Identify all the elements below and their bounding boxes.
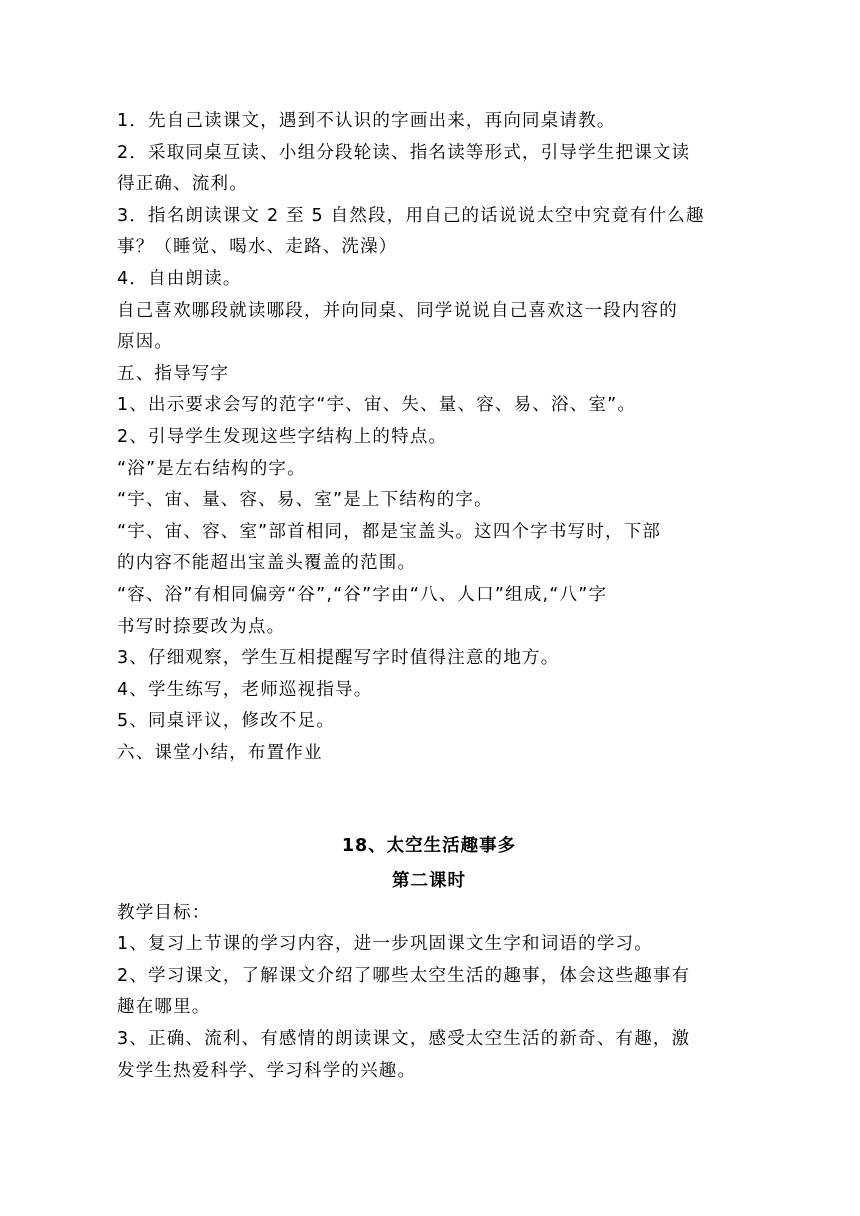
- text-line: “容、浴”有相同偏旁“谷”,“谷”字由“八、人口”组成,“八”字: [117, 584, 608, 605]
- text-line: “宇、宙、容、室”部首相同，都是宝盖头。这四个字书写时，下部: [117, 521, 662, 542]
- text-line: 事？（睡觉、喝水、走路、洗澡）: [117, 237, 398, 258]
- text-line: 1、出示要求会写的范字“宇、宙、失、量、容、易、浴、室”。: [117, 395, 637, 416]
- text-line: “浴”是左右结构的字。: [117, 458, 306, 479]
- text-line: 4、学生练写，老师巡视指导。: [117, 679, 373, 700]
- text-line: 3．指名朗读课文 2 至 5 自然段，用自己的话说说太空中究竟有什么趣: [117, 205, 705, 226]
- text-line: 3、仔细观察，学生互相提醒写字时值得注意的地方。: [117, 648, 560, 669]
- text-line: 原因。: [117, 332, 174, 353]
- text-line: 得正确、流利。: [117, 174, 248, 195]
- text-line: 1、复习上节课的学习内容，进一步巩固课文生字和词语的学习。: [117, 934, 653, 955]
- section-heading: 五、指导写字: [117, 363, 230, 384]
- text-line: 发学生热爱科学、学习科学的兴趣。: [117, 1060, 417, 1081]
- text-line: 5、同桌评议，修改不足。: [117, 711, 336, 732]
- document-page: [117, 106, 741, 1087]
- text-line: “宇、宙、量、容、易、室”是上下结构的字。: [117, 490, 493, 511]
- text-line: 书写时捺要改为点。: [117, 616, 286, 637]
- text-line: 3、正确、流利、有感情的朗读课文，感受太空生活的新奇、有趣，激: [117, 1029, 691, 1050]
- section-heading: 六、课堂小结，布置作业: [117, 742, 323, 763]
- spacer: [117, 769, 741, 831]
- text-line: 2、学习课文，了解课文介绍了哪些太空生活的趣事，体会这些趣事有: [117, 965, 691, 986]
- text-line: 趣在哪里。: [117, 997, 211, 1018]
- lesson-title: 18、太空生活趣事多: [341, 836, 517, 857]
- text-line: 4．自由朗读。: [117, 268, 242, 289]
- text-line: 的内容不能超出宝盖头覆盖的范围。: [117, 553, 417, 574]
- text-line: 自己喜欢哪段就读哪段，并向同桌、同学说说自己喜欢这一段内容的: [117, 300, 678, 321]
- lesson-subtitle: 第二课时: [392, 871, 466, 892]
- text-line: 教学目标：: [117, 902, 211, 923]
- text-line: 1．先自己读课文，遇到不认识的字画出来，再向同桌请教。: [117, 111, 616, 131]
- text-line: 2、引导学生发现这些字结构上的特点。: [117, 426, 448, 447]
- text-line: 2．采取同桌互读、小组分段轮读、指名读等形式，引导学生把课文读: [117, 142, 691, 163]
